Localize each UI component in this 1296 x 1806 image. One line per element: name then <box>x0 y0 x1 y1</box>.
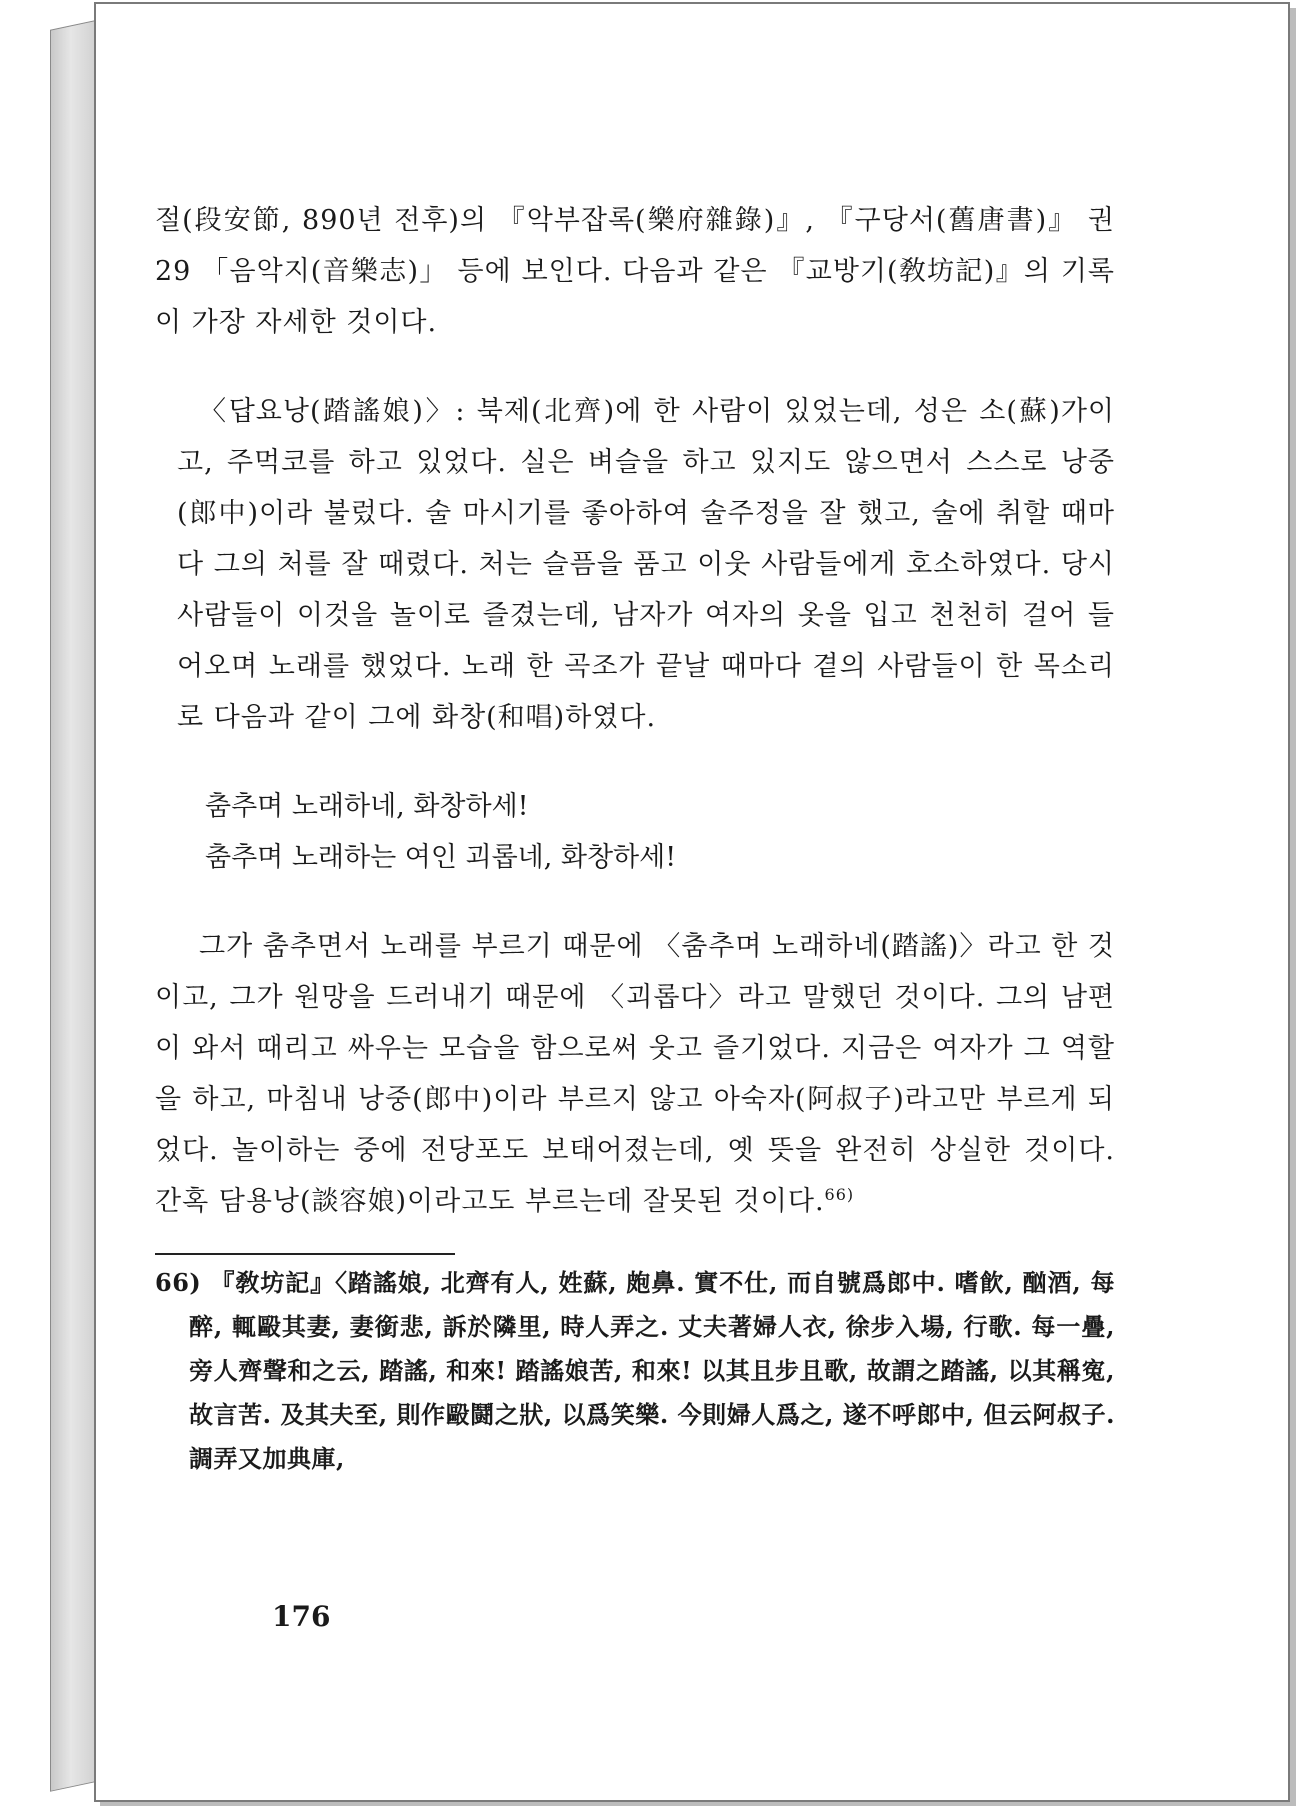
verse-line-2: 춤추며 노래하는 여인 괴롭네, 화창하세! <box>205 842 677 873</box>
commentary-text: 그가 춤추면서 노래를 부르기 때문에 〈춤추며 노래하네(踏謠)〉라고 한 것이고, 그가 원망을 드러내기 때문에 〈괴롭다〉라고 말했던 것이다. 그의 남편이 와서 때리고 싸우는 모습을 함으로써 웃고 즐기었다. 지금은 여자가 그 역할을 하고, 마침내 낭중(郎中)이라 부르지 않고 아숙자(阿叔子)라고만 부르게 되었다. 놀이하는 중에 전당포도 보태어졌는데, 옛 뜻을 완전히 상실한 것이다. 간혹 담용낭(談容娘)이라고도 부르는데 잘못된 것이다. <box>155 931 1115 1217</box>
verse-line-1: 춤추며 노래하네, 화창하세! <box>205 791 529 822</box>
commentary-paragraph <box>155 921 1115 1227</box>
quote-paragraph: 〈답요낭(踏謠娘)〉: 북제(北齊)에 한 사람이 있었는데, 성은 소(蘇)가이고, 주먹코를 하고 있었다. 실은 벼슬을 하고 있지도 않으면서 스스로 낭중(郎中)이라 불렀다. 술 마시기를 좋아하여 술주정을 잘 했고, 술에 취할 때마다 그의 처를 잘 때렸다. 처는 슬픔을 품고 이웃 사람들에게 호소하였다. 당시 사람들이 이것을 놀이로 즐겼는데, 남자가 여자의 옷을 입고 천천히 걸어 들어오며 노래를 했었다. 노래 한 곡조가 끝날 때마다 곁의 사람들이 한 목소리로 다음과 같이 그에 화창(和唱)하였다. <box>177 396 1115 733</box>
intro-paragraph: 절(段安節, 890년 전후)의 『악부잡록(樂府雜錄)』, 『구당서(舊唐書)』 권29 「음악지(音樂志)」 등에 보인다. 다음과 같은 『교방기(敎坊記)』의 기록이 가장 자세한 것이다. <box>155 205 1115 338</box>
footnote-divider <box>155 1253 455 1255</box>
footnote-marker: 66) <box>824 1185 855 1204</box>
book-spine-edge <box>50 20 96 1792</box>
page-content <box>155 195 1115 1481</box>
page-number: 176 <box>272 1600 331 1633</box>
footnote-66: 66) 『敎坊記』〈踏謠娘, 北齊有人, 姓蘇, 皰鼻. 實不仕, 而自號爲郎中. 嗜飮, 酗酒, 每醉, 輒毆其妻, 妻銜悲, 訴於隣里, 時人弄之. 丈夫著婦人衣, 徐步入場, 行歌. 每一疊, 旁人齊聲和之云, 踏謠, 和來! 踏謠娘苦, 和來! 以其且步且歌, 故謂之踏謠, 以其稱寃, 故言苦. 及其夫至, 則作毆鬪之狀, 以爲笑樂. 今則婦人爲之, 遂不呼郎中, 但云阿叔子. 調弄又加典庫, <box>155 1268 1115 1473</box>
quoted-passage <box>155 386 1115 743</box>
verse-block <box>155 781 1115 883</box>
